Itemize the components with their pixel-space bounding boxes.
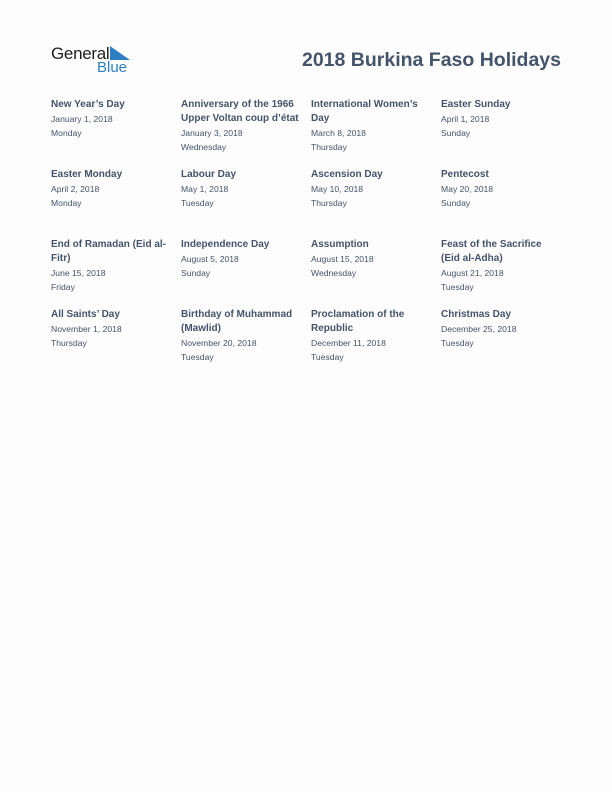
logo-word-blue: Blue (97, 59, 128, 76)
holiday-item (441, 168, 563, 210)
holiday-item (181, 168, 303, 210)
holiday-name: Birthday of Muhammad (Mawlid) (181, 309, 293, 335)
holiday-name: International Women’s Day (311, 99, 418, 125)
holiday-weekday: Thursday (51, 338, 87, 349)
holiday-name: Labour Day (181, 169, 237, 180)
holiday-item (441, 308, 563, 350)
holiday-item (311, 308, 433, 364)
logo-triangle-icon (110, 46, 130, 60)
holiday-date: August 15, 2018 (311, 254, 374, 265)
holiday-name: All Saints’ Day (51, 309, 120, 320)
holiday-date: May 1, 2018 (181, 184, 229, 195)
holiday-name: Christmas Day (441, 309, 512, 320)
holiday-weekday: Sunday (441, 198, 471, 209)
holiday-weekday: Friday (51, 282, 75, 293)
holiday-date: May 20, 2018 (441, 184, 494, 195)
holiday-item (311, 238, 433, 280)
holiday-weekday: Tuesday (181, 198, 214, 209)
generalblue-logo (51, 44, 141, 78)
holiday-weekday: Sunday (441, 128, 471, 139)
holiday-date: June 15, 2018 (51, 268, 106, 279)
holiday-name: Proclamation of the Republic (311, 309, 405, 335)
holiday-name: Anniversary of the 1966 Upper Voltan coup d’état (181, 99, 299, 125)
holiday-date: January 1, 2018 (51, 114, 113, 125)
holiday-name: End of Ramadan (Eid al-Fitr) (51, 239, 167, 265)
holiday-item (441, 98, 563, 140)
holiday-item (311, 168, 433, 210)
holiday-date: November 20, 2018 (181, 338, 257, 349)
holiday-date: December 11, 2018 (311, 338, 386, 349)
holiday-weekday: Tuesday (311, 352, 344, 363)
holiday-weekday: Tuesday (441, 338, 474, 349)
holiday-name: Ascension Day (311, 169, 383, 180)
holiday-item (181, 238, 303, 280)
holiday-date: January 3, 2018 (181, 128, 243, 139)
holiday-date: August 5, 2018 (181, 254, 239, 265)
holiday-item (51, 98, 173, 140)
holiday-date: May 10, 2018 (311, 184, 364, 195)
holiday-name: Pentecost (441, 169, 489, 180)
page-title: 2018 Burkina Faso Holidays (301, 49, 561, 71)
holiday-weekday: Tuesday (441, 282, 474, 293)
logo-word-general: General (51, 44, 110, 63)
holiday-item (311, 98, 433, 154)
holiday-weekday: Sunday (181, 268, 211, 279)
holiday-weekday: Monday (51, 128, 82, 139)
holiday-weekday: Tuesday (181, 352, 214, 363)
holiday-item (51, 308, 173, 350)
holiday-name: Independence Day (181, 239, 270, 250)
holiday-name: Easter Sunday (441, 99, 511, 110)
holiday-date: March 8, 2018 (311, 128, 366, 139)
holiday-item (441, 238, 563, 294)
holiday-weekday: Thursday (311, 142, 347, 153)
holiday-weekday: Monday (51, 198, 82, 209)
holiday-item (51, 238, 173, 294)
holiday-date: November 1, 2018 (51, 324, 122, 335)
holiday-date: April 1, 2018 (441, 114, 490, 125)
holiday-item (181, 308, 303, 364)
holiday-name: Easter Monday (51, 169, 123, 180)
holiday-item (181, 98, 303, 154)
holiday-name: Assumption (311, 239, 369, 250)
holiday-name: New Year’s Day (51, 99, 125, 110)
holiday-weekday: Wednesday (311, 268, 357, 279)
holiday-date: August 21, 2018 (441, 268, 504, 279)
holiday-weekday: Thursday (311, 198, 347, 209)
holiday-weekday: Wednesday (181, 142, 227, 153)
holiday-date: December 25, 2018 (441, 324, 517, 335)
holiday-name: Feast of the Sacrifice (Eid al-Adha) (441, 239, 542, 265)
holiday-date: April 2, 2018 (51, 184, 100, 195)
holiday-item (51, 168, 173, 210)
